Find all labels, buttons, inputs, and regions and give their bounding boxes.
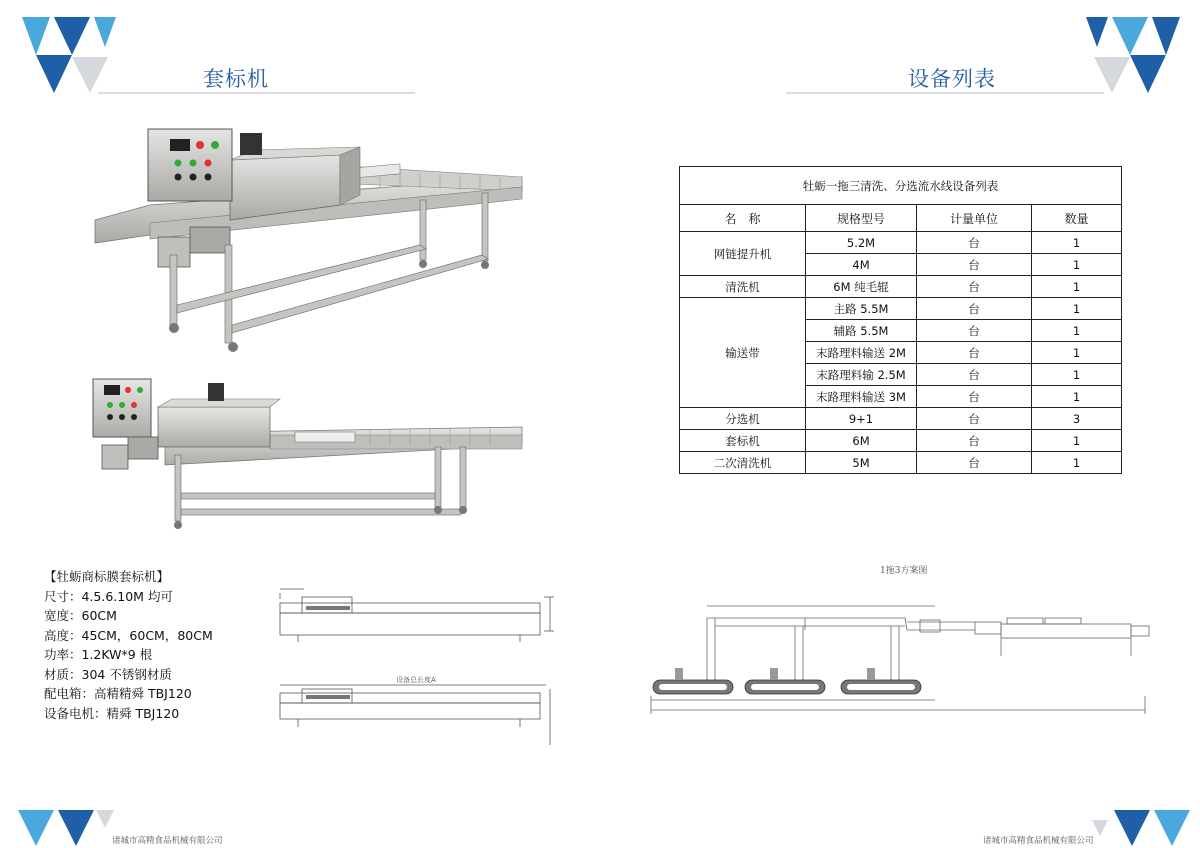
labeling-machine-photo-1 (90, 125, 530, 355)
item-qty: 1 (1032, 320, 1122, 342)
left-title-underline (98, 92, 415, 94)
item-unit: 台 (917, 276, 1032, 298)
col-header-qty: 数量 (1032, 205, 1122, 232)
spec-line: 宽度：60CM (44, 608, 117, 623)
item-unit: 台 (917, 364, 1032, 386)
production-line-layout-drawing (645, 600, 1155, 735)
item-name: 输送带 (680, 298, 806, 408)
corner-logo-bottom-right (1092, 810, 1192, 848)
item-name: 清洗机 (680, 276, 806, 298)
item-unit: 台 (917, 452, 1032, 474)
item-qty: 1 (1032, 232, 1122, 254)
right-title-underline (786, 92, 1104, 94)
table-row (680, 452, 1122, 474)
item-name: 网链提升机 (680, 232, 806, 276)
right-page-title: 设备列表 (908, 67, 996, 91)
item-unit: 台 (917, 298, 1032, 320)
item-qty: 1 (1032, 298, 1122, 320)
item-spec: 辅路 5.5M (806, 320, 917, 342)
item-spec: 末路理料输送 3M (806, 386, 917, 408)
item-qty: 1 (1032, 364, 1122, 386)
corner-logo-top-right (1084, 17, 1180, 95)
item-spec: 主路 5.5M (806, 298, 917, 320)
table-row (680, 232, 1122, 254)
item-qty: 1 (1032, 276, 1122, 298)
item-name: 分选机 (680, 408, 806, 430)
item-unit: 台 (917, 232, 1032, 254)
item-spec: 6M (806, 430, 917, 452)
item-name: 套标机 (680, 430, 806, 452)
footer-company-right: 诸城市高精食品机械有限公司 (983, 836, 1094, 846)
equipment-list-table (679, 166, 1122, 474)
item-qty: 1 (1032, 452, 1122, 474)
item-name: 二次清洗机 (680, 452, 806, 474)
corner-logo-bottom-left (18, 810, 114, 848)
item-qty: 1 (1032, 342, 1122, 364)
item-qty: 1 (1032, 430, 1122, 452)
item-spec: 4M (806, 254, 917, 276)
spec-line: 功率：1.2KW*9 根 (44, 647, 153, 662)
table-caption: 牡蛎一拖三清洗、分选流水线设备列表 (680, 167, 1122, 205)
layout-diagram-caption: 1拖3方案图 (880, 566, 928, 576)
item-spec: 末路理料输送 2M (806, 342, 917, 364)
table-row (680, 430, 1122, 452)
spec-line: 设备电机：精舜 TBJ120 (44, 705, 180, 721)
item-qty: 1 (1032, 254, 1122, 276)
col-header-name: 名 称 (680, 205, 806, 232)
item-spec: 末路理料输 2.5M (806, 364, 917, 386)
machine-specs (44, 567, 213, 723)
spec-line: 尺寸：4.5.6.10M 均可 (44, 588, 173, 604)
spec-line: 【牡蛎商标膜套标机】 (44, 569, 170, 584)
machine-technical-drawing (274, 585, 584, 755)
spec-line: 高度：45CM，60CM，80CM (44, 627, 213, 643)
item-unit: 台 (917, 254, 1032, 276)
item-unit: 台 (917, 386, 1032, 408)
corner-logo-top-left (22, 17, 118, 95)
table-row (680, 276, 1122, 298)
item-qty: 3 (1032, 408, 1122, 430)
item-unit: 台 (917, 430, 1032, 452)
item-spec: 5M (806, 452, 917, 474)
item-spec: 9+1 (806, 408, 917, 430)
item-spec: 6M 纯毛辊 (806, 276, 917, 298)
item-qty: 1 (1032, 386, 1122, 408)
item-unit: 台 (917, 342, 1032, 364)
footer-company-left: 诸城市高精食品机械有限公司 (112, 836, 223, 846)
col-header-unit: 计量单位 (917, 205, 1032, 232)
col-header-spec: 规格型号 (806, 205, 917, 232)
spec-line: 材质：304 不锈钢材质 (44, 666, 172, 682)
table-row (680, 298, 1122, 320)
table-row (680, 408, 1122, 430)
item-spec: 5.2M (806, 232, 917, 254)
left-page-title: 套标机 (203, 67, 269, 91)
item-unit: 台 (917, 408, 1032, 430)
drawing-length-label: 设备总长度A (396, 676, 436, 684)
spec-line: 配电箱：高精精舜 TBJ120 (44, 686, 192, 701)
item-unit: 台 (917, 320, 1032, 342)
labeling-machine-photo-2 (90, 375, 530, 535)
